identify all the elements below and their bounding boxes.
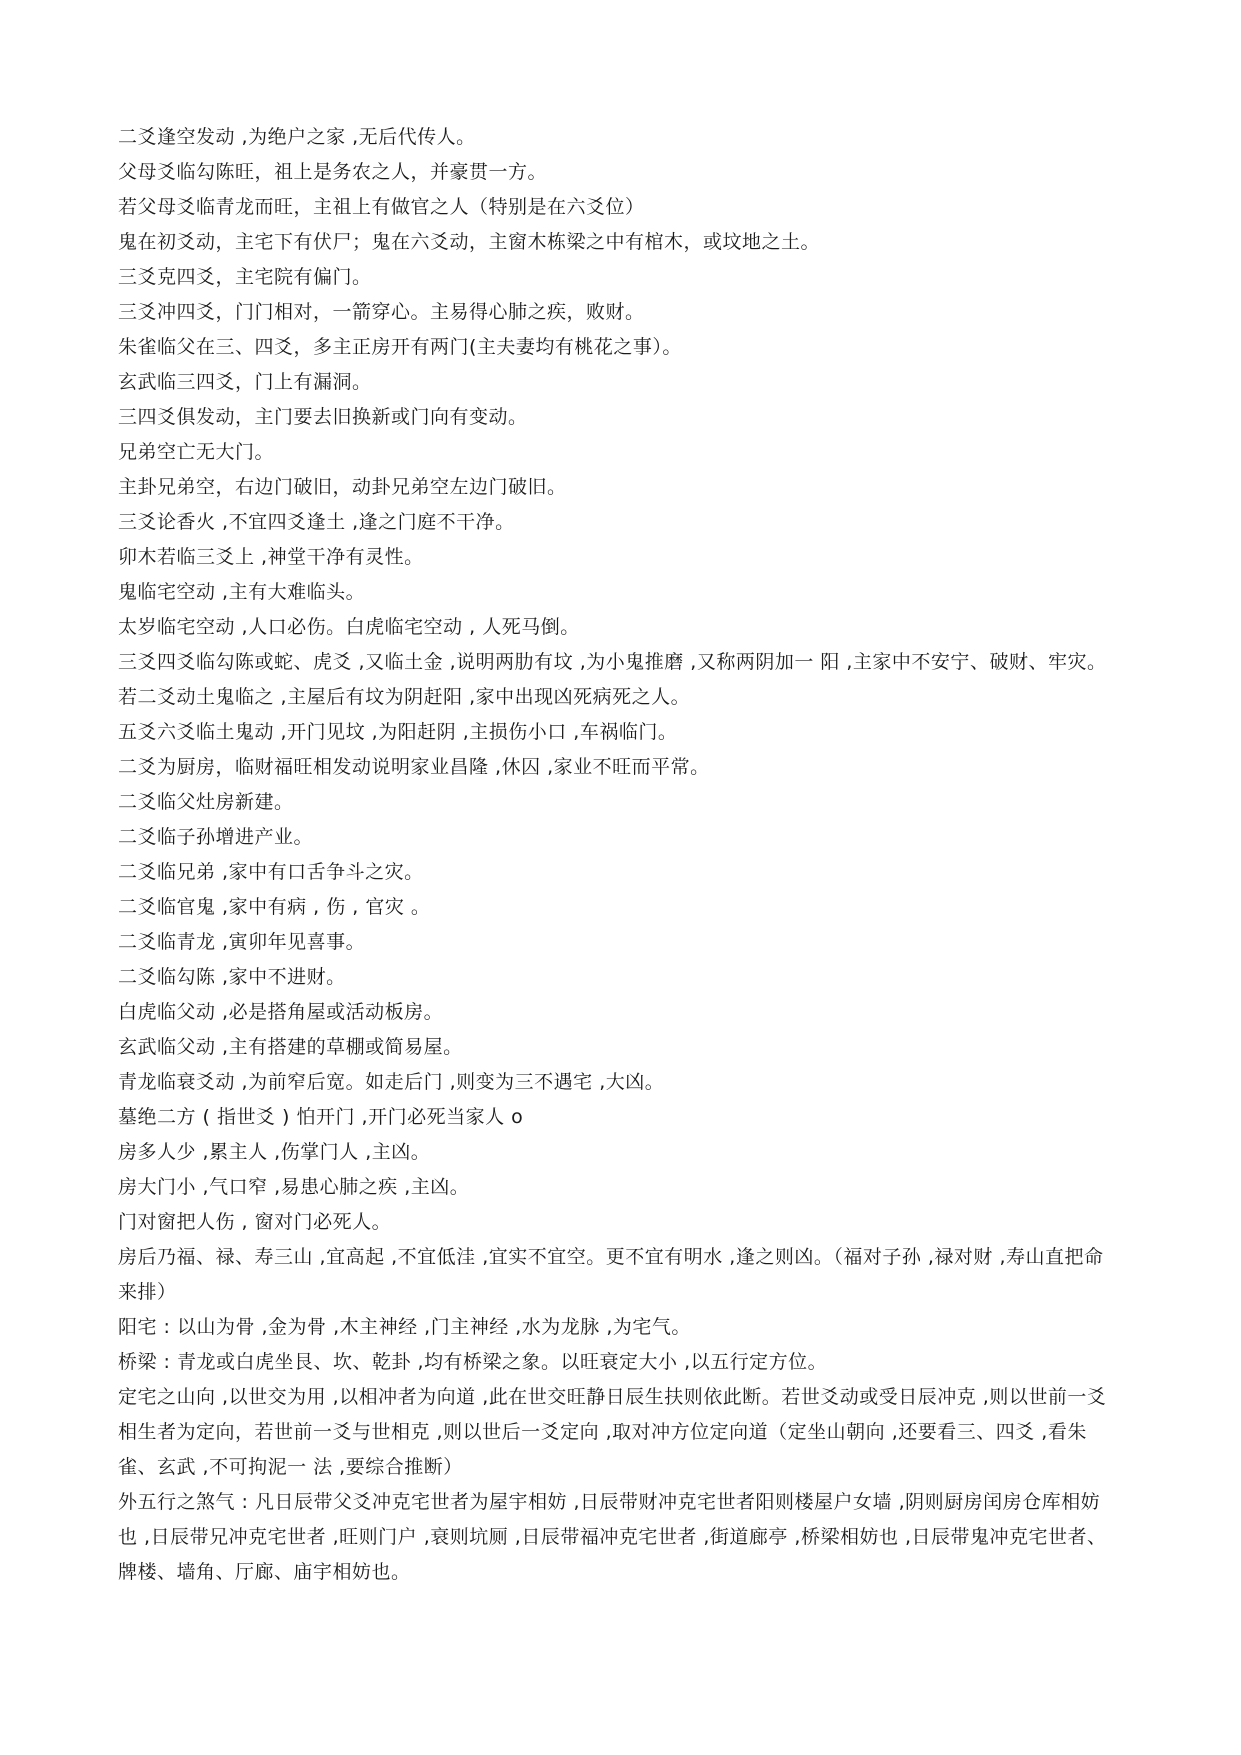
text-line: 阳宅 : 以山为骨 ,金为骨 ,木主神经 ,门主神经 ,水为龙脉 ,为宅气。 [118,1316,691,1338]
text-line: 二爻临父灶房新建。 [118,791,294,813]
text-line: 朱雀临父在三、四爻，多主正房开有两门(主夫妻均有桃花之事）。 [118,336,682,358]
text-line: 三爻冲四爻，门门相对，一箭穿心。主易得心肺之疾，败财。 [118,301,645,323]
text-line: 墓绝二方 ( 指世爻 ) 怕开门 ,开门必死当家人 o [118,1106,524,1128]
text-line: 若父母爻临青龙而旺，主祖上有做官之人（特别是在六爻位） [118,196,645,218]
text-line: 二爻临子孙增进产业。 [118,826,314,848]
text-line: 卯木若临三爻上 ,神堂干净有灵性。 [118,546,424,568]
text-line: 二爻临青龙 ,寅卯年见喜事。 [118,931,366,953]
text-line: 鬼临宅空动 ,主有大难临头。 [118,581,366,603]
text-line: 三爻四爻临勾陈或蛇、虎爻 ,又临土金 ,说明两肋有坟 ,为小鬼推磨 ,又称两阴加一 阳 ,主家中不安宁、破财、牢灾。 [118,651,1107,673]
text-line: 玄武临三四爻，门上有漏洞。 [118,371,372,393]
text-line: 玄武临父动 ,主有搭建的草棚或简易屋。 [118,1036,463,1058]
text-line: 父母爻临勾陈旺，祖上是务农之人，并豪贯一方。 [118,161,548,183]
text-line: 三爻论香火 ,不宜四爻逢土 ,逢之门庭不干净。 [118,511,515,533]
text-line: 桥梁 : 青龙或白虎坐艮、坎、乾卦 ,均有桥梁之象。以旺衰定大小 ,以五行定方位。 [118,1351,828,1373]
text-line: 青龙临衰爻动 ,为前窄后宽。如走后门 ,则变为三不遇宅 ,大凶。 [118,1071,665,1093]
text-line: 二爻逢空发动 ,为绝户之家 ,无后代传人。 [118,126,476,148]
text-line: 房多人少 ,累主人 ,伤掌门人 ,主凶。 [118,1141,431,1163]
text-line: 兄弟空亡无大门。 [118,441,275,463]
text-line: 若二爻动土鬼临之 ,主屋后有坟为阴赶阳 ,家中出现凶死病死之人。 [118,686,691,708]
text-line: 二爻临兄弟 ,家中有口舌争斗之灾。 [118,861,424,883]
text-line: 房后乃福、禄、寿三山 ,宜高起 ,不宜低洼 ,宜实不宜空。更不宜有明水 ,逢之则凶。（福对子孙 ,禄对财 ,寿山直把命来排） [118,1246,1104,1303]
text-line: 门对窗把人伤 , 窗对门必死人。 [118,1211,392,1233]
document-page [118,120,1118,1590]
text-line: 主卦兄弟空，右边门破旧，动卦兄弟空左边门破旧。 [118,476,567,498]
text-line: 房大门小 ,气口窄 ,易患心肺之疾 ,主凶。 [118,1176,470,1198]
text-line: 三爻克四爻，主宅院有偏门。 [118,266,372,288]
text-line: 二爻临官鬼 ,家中有病 , 伤 , 官灾 。 [118,896,431,918]
text-line: 二爻为厨房，临财福旺相发动说明家业昌隆 ,休囚 ,家业不旺而平常。 [118,756,710,778]
text-line: 五爻六爻临土鬼动 ,开门见坟 ,为阳赶阴 ,主损伤小口 ,车祸临门。 [118,721,678,743]
text-line: 鬼在初爻动，主宅下有伏尸；鬼在六爻动，主窗木栋梁之中有棺木，或坟地之土。 [118,231,821,253]
text-line: 外五行之煞气 : 凡日辰带父爻冲克宅世者为屋宇相妨 ,日辰带财冲克宅世者阳则楼屋户女墙 ,阴则厨房闰房仓库相妨也 ,日辰带兄冲克宅世者 ,旺则门户 ,衰则坑厕 ,日辰带福冲克宅世者 ,街道廊亭 ,桥梁相妨也 ,日辰带鬼冲克宅世者、牌楼、墙角、厅廊、庙宇相妨也。 [118,1491,1107,1583]
text-line: 太岁临宅空动 ,人口必伤。白虎临宅空动 , 人死马倒。 [118,616,580,638]
text-line: 白虎临父动 ,必是搭角屋或活动板房。 [118,1001,444,1023]
text-line: 三四爻俱发动，主门要去旧换新或门向有变动。 [118,406,528,428]
text-line: 二爻临勾陈 ,家中不进财。 [118,966,346,988]
text-line: 定宅之山向 ,以世交为用 ,以相冲者为向道 ,此在世交旺静日辰生扶则依此断。若世爻动或受日辰冲克 ,则以世前一爻相生者为定向，若世前一爻与世相克 ,则以世后一爻定向 ,取对冲方位定向道（定坐山朝向 ,还要看三、四爻 ,看朱雀、玄武 ,不可拘泥一 法 ,要综合推断） [118,1386,1107,1478]
